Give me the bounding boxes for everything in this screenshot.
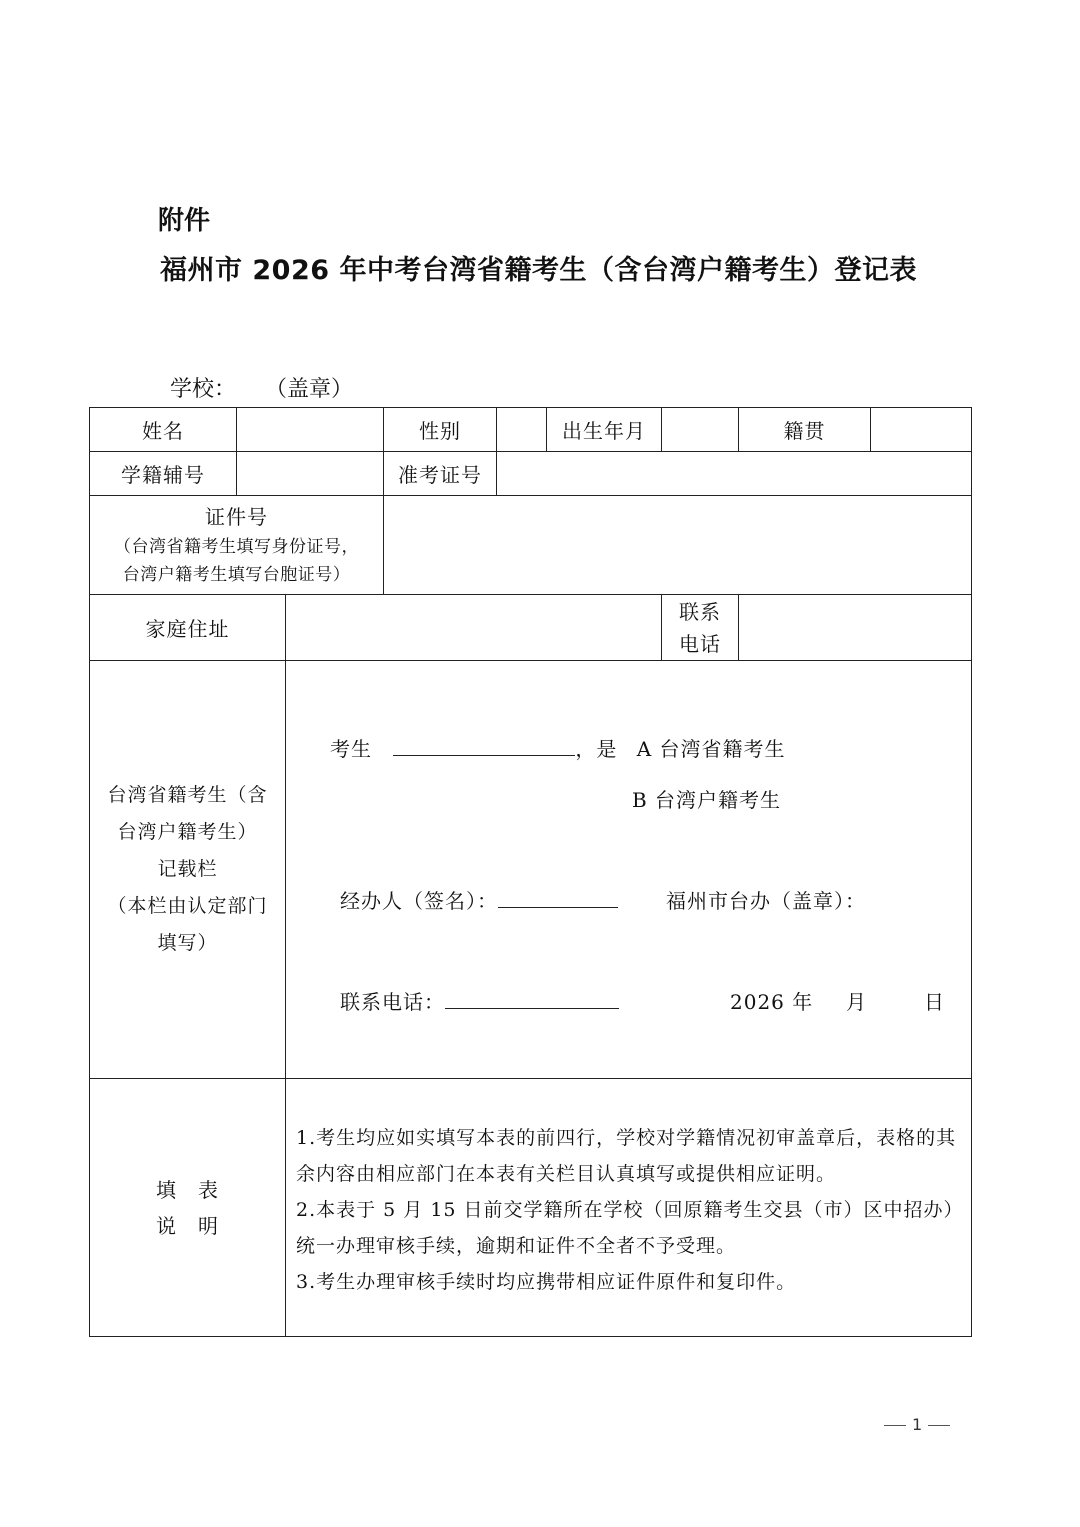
page-number-value: 1 [912, 1415, 923, 1434]
handler-label: 经办人（签名）： [340, 889, 498, 913]
instruction-item-3: 3.考生办理审核手续时均应携带相应证件原件和复印件。 [296, 1271, 797, 1293]
school-label: 学校： [170, 377, 237, 402]
origin-field[interactable] [871, 408, 971, 451]
form-border-bottom [89, 1336, 972, 1337]
phone-field[interactable] [739, 595, 971, 660]
exam-id-label: 准考证号 [398, 463, 482, 487]
record-section-label [90, 661, 285, 1078]
gender-label: 性别 [419, 419, 461, 443]
date-year: 2026 年 [730, 990, 814, 1014]
gender-field[interactable] [497, 408, 546, 451]
record-label-line-1: 台湾省籍考生（含 [107, 784, 268, 806]
page-number [878, 1415, 956, 1434]
attachment-label: 附件 [158, 206, 211, 236]
option-b[interactable]: B 台湾户籍考生 [632, 788, 782, 812]
phone-label-line-2: 电话 [679, 631, 721, 656]
record-label-line-5: 填写） [157, 932, 218, 954]
instruction-item-1: 1.考生均应如实填写本表的前四行，学校对学籍情况初审盖章后，表格的其余内容由相应部门在本表有关栏目认真填写或提供相应证明。 [296, 1127, 957, 1185]
dash-left [884, 1425, 906, 1426]
school-seal-note: （盖章） [276, 377, 354, 402]
form-border-right [971, 407, 972, 1337]
office-seal-label: 福州市台办（盖章）： [666, 889, 866, 913]
date-day: 日 [924, 990, 945, 1014]
record-label-line-3: 记载栏 [157, 858, 218, 880]
date-month: 月 [846, 990, 867, 1014]
id-number-note-1: （台湾省籍考生填写身份证号， [114, 537, 359, 557]
contact-phone-blank[interactable] [445, 988, 619, 1009]
name-field[interactable] [237, 408, 383, 451]
candidate-name-blank[interactable] [393, 735, 575, 756]
contact-label: 联系电话： [340, 990, 445, 1014]
school-line [170, 372, 353, 403]
instructions-label [90, 1079, 285, 1336]
instructions-label-line-2: 说 明 [156, 1213, 219, 1238]
candidate-is-text: ，是 [575, 737, 618, 761]
id-number-field[interactable] [384, 496, 971, 594]
instructions-label-line-1: 填 表 [156, 1177, 219, 1202]
instruction-item-2: 2.本表于 5 月 15 日前交学籍所在学校（回原籍考生交县（市）区中招办）统一办理审核手续，逾期和证件不全者不予受理。 [296, 1199, 964, 1257]
contact-line [340, 986, 619, 1015]
phone-label-line-1: 联系 [679, 599, 721, 624]
id-number-note-2: 台湾户籍考生填写台胞证号） [122, 565, 351, 585]
phone-label-cell [662, 595, 738, 660]
handler-signature-blank[interactable] [498, 887, 618, 908]
origin-label: 籍贯 [783, 419, 826, 443]
name-label: 姓名 [142, 419, 184, 443]
record-label-line-2: 台湾户籍考生） [117, 821, 258, 843]
address-label: 家庭住址 [145, 617, 230, 641]
record-label-line-4: （本栏由认定部门 [107, 895, 268, 917]
col-divider [285, 594, 286, 1337]
student-id-label: 学籍辅号 [121, 463, 205, 487]
handler-line [340, 885, 618, 914]
exam-id-field[interactable] [497, 452, 971, 495]
id-number-label: 证件号 [205, 505, 268, 529]
candidate-line [330, 733, 786, 762]
dash-right [928, 1425, 950, 1426]
instructions-text [296, 1120, 964, 1300]
address-field[interactable] [286, 595, 661, 660]
option-a[interactable]: A 台湾省籍考生 [636, 737, 786, 761]
birth-label: 出生年月 [562, 419, 646, 443]
candidate-prefix: 考生 [330, 737, 372, 761]
id-number-label-cell [90, 496, 383, 594]
form-title: 福州市 2026 年中考台湾省籍考生（含台湾户籍考生）登记表 [160, 255, 917, 286]
student-id-field[interactable] [237, 452, 383, 495]
birth-field[interactable] [662, 408, 738, 451]
